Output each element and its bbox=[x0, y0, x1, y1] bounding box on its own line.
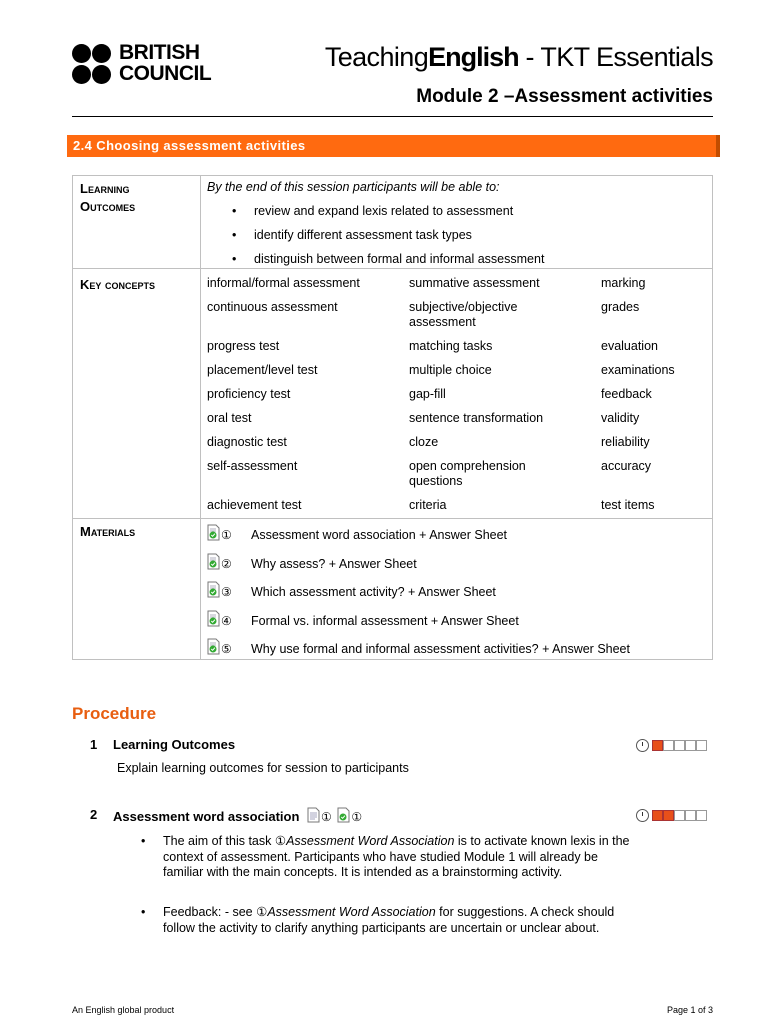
key-concept-cell: multiple choice bbox=[409, 363, 492, 377]
timer-segment bbox=[685, 810, 696, 821]
key-concept-cell: progress test bbox=[207, 339, 280, 353]
key-concept-cell: diagnostic test bbox=[207, 435, 287, 449]
material-text: Which assessment activity? + Answer Sheet bbox=[251, 585, 496, 599]
answer-sheet-icon bbox=[207, 553, 220, 570]
key-concept-cell: accuracy bbox=[601, 459, 652, 473]
answer-sheet-icon bbox=[337, 807, 351, 823]
key-concept-cell: oral test bbox=[207, 411, 252, 425]
answer-sheet-icon bbox=[207, 524, 220, 541]
step-2-title: Assessment word association ① ① bbox=[113, 809, 363, 824]
key-concepts-label: Key concepts bbox=[80, 277, 156, 292]
logo-line-2: COUNCIL bbox=[119, 62, 212, 85]
step-2-paragraph-2: • Feedback: - see ①Assessment Word Association for suggestions. A check should follow the activity to clarify anything participants are uncertain or unclear about. bbox=[163, 905, 633, 936]
key-concept-cell: informal/formal assessment bbox=[207, 276, 360, 290]
key-concept-cell: evaluation bbox=[601, 339, 658, 353]
module-title: Module 2 –Assessment activities bbox=[416, 86, 713, 107]
key-concept-cell: sentence transformation bbox=[409, 411, 544, 425]
outcomes-intro: By the end of this session participants will be able to: bbox=[207, 180, 500, 194]
key-concept-cell: criteria bbox=[409, 498, 447, 512]
document-icon bbox=[307, 807, 321, 823]
material-item bbox=[207, 556, 687, 576]
footer-page-number: Page 1 of 3 bbox=[666, 1005, 713, 1015]
header-divider bbox=[72, 116, 713, 117]
step-2-paragraph-1: • The aim of this task ①Assessment Word Association is to activate known lexis in the context of assessment. Participants who have studied Module 1 will already be familiar with the main concepts. It is intended as a brainstorming activity. bbox=[163, 834, 633, 881]
step-1-text: Explain learning outcomes for session to participants bbox=[117, 761, 409, 775]
timer-indicator bbox=[636, 739, 708, 753]
answer-sheet-icon bbox=[207, 610, 220, 627]
timer-segment bbox=[663, 740, 674, 751]
material-item bbox=[207, 613, 687, 633]
key-concept-cell: gap-fill bbox=[409, 387, 446, 401]
material-number: ③ bbox=[221, 585, 232, 599]
teaching-english-brand: TeachingEnglish - TKT Essentials bbox=[324, 42, 713, 72]
key-concept-cell: test items bbox=[601, 498, 655, 512]
key-concept-cell: reliability bbox=[601, 435, 650, 449]
outcome-item: • review and expand lexis related to assessment bbox=[254, 204, 513, 218]
british-council-logo bbox=[72, 42, 242, 88]
section-title: 2.4 Choosing assessment activities bbox=[73, 138, 306, 153]
key-concept-cell: cloze bbox=[409, 435, 439, 449]
session-table bbox=[72, 175, 713, 660]
outcome-item: • identify different assessment task types bbox=[254, 228, 472, 242]
clock-icon bbox=[636, 809, 649, 822]
key-concept-cell: summative assessment bbox=[409, 276, 540, 290]
step-1-number: 1 bbox=[90, 737, 98, 752]
material-item bbox=[207, 527, 687, 547]
key-concept-cell: placement/level test bbox=[207, 363, 318, 377]
material-text: Why use formal and informal assessment activities? + Answer Sheet bbox=[251, 642, 630, 656]
answer-sheet-icon bbox=[207, 638, 220, 655]
logo-line-1: BRITISH bbox=[119, 41, 200, 64]
timer-segment bbox=[652, 810, 663, 821]
timer-indicator bbox=[636, 809, 708, 823]
answer-sheet-icon bbox=[207, 581, 220, 598]
material-text: Why assess? + Answer Sheet bbox=[251, 556, 417, 571]
learning-outcomes-label: Learning Outcomes bbox=[80, 181, 136, 214]
step-1-title: Learning Outcomes bbox=[113, 737, 236, 752]
footer-left: An English global product bbox=[72, 1005, 175, 1015]
procedure-heading: Procedure bbox=[72, 704, 157, 723]
timer-segment bbox=[685, 740, 696, 751]
logo-dots-icon bbox=[72, 44, 112, 86]
timer-segment bbox=[652, 740, 663, 751]
key-concept-cell: achievement test bbox=[207, 498, 302, 512]
material-item bbox=[207, 584, 687, 604]
section-bar bbox=[67, 135, 720, 157]
material-number: ① bbox=[221, 528, 232, 542]
material-text: Formal vs. informal assessment + Answer Sheet bbox=[251, 613, 519, 628]
key-concept-cell: open comprehension questions bbox=[409, 459, 526, 488]
material-text: Assessment word association + Answer Sheet bbox=[251, 528, 508, 542]
material-item bbox=[207, 641, 687, 661]
key-concept-cell: grades bbox=[601, 300, 640, 314]
key-concept-cell: validity bbox=[601, 411, 640, 425]
material-number: ④ bbox=[221, 613, 232, 628]
key-concept-cell: examinations bbox=[601, 363, 675, 377]
materials-label: Materials bbox=[80, 524, 136, 539]
clock-icon bbox=[636, 739, 649, 752]
key-concept-cell: proficiency test bbox=[207, 387, 291, 401]
timer-segment bbox=[674, 810, 685, 821]
key-concept-cell: matching tasks bbox=[409, 339, 493, 353]
key-concept-cell: marking bbox=[601, 276, 646, 290]
key-concept-cell: feedback bbox=[601, 387, 652, 401]
material-number: ② bbox=[221, 556, 232, 571]
step-2-number: 2 bbox=[90, 807, 98, 822]
timer-segment bbox=[696, 740, 707, 751]
key-concept-cell: subjective/objective assessment bbox=[409, 300, 518, 329]
timer-segment bbox=[663, 810, 674, 821]
key-concept-cell: continuous assessment bbox=[207, 300, 338, 314]
timer-segment bbox=[696, 810, 707, 821]
material-number: ⑤ bbox=[221, 642, 232, 656]
timer-segment bbox=[674, 740, 685, 751]
key-concept-cell: self-assessment bbox=[207, 459, 298, 473]
outcome-item: • distinguish between formal and informal assessment bbox=[254, 252, 544, 266]
